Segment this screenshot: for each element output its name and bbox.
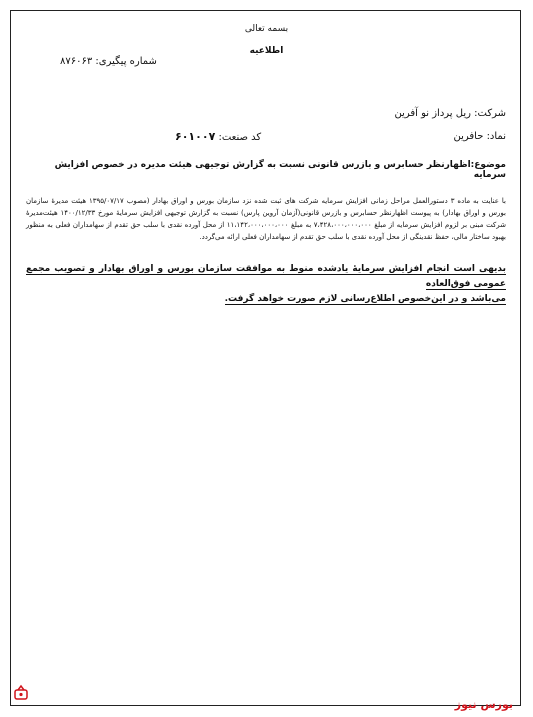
highlight-line-1: بدیهی است انجام افزایش سرمایهٔ یادشده منوط به موافقت سازمان بورس و اوراق بهادار و تصویب مجمع عمومی فوق‌العاده: [26, 264, 506, 289]
bismillah-heading: بسمه تعالی: [244, 24, 289, 34]
body-paragraph: با عنایت به ماده ۳ دستورالعمل مراحل زمانی افزایش سرمایه شرکت های ثبت شده نزد سازمان بورس و اوراق بهادار (مصوب ۱۳۹۵/۰۷/۱۷ هیئت مدیرهٔ سازمان بورس و اوراق بهادار) به پیوست اظهارنظر حسابرس و بازرس قانونی(آزمان آروین پارس) نسبت به گزارش توجیهی افزایش سرمایهٔ مورخ ۱۴۰۰/۱۲/۳۳ هیئت‌مدیرهٔ شرکت مبنی بر لزوم افزایش سرمایه از مبلغ ۷،۴۲۸،۰۰۰،۰۰۰،۰۰۰ به مبلغ ۱۱،۱۴۲،۰۰۰،۰۰۰،۰۰۰ از محل آورده نقدی با سلب حق تقدم از سهامداران فعلی به منظور بهبود ساختار مالی، حفظ نقدینگی از محل آورده نقدی با سلب حق تقدم از سهامداران فعلی ارائه می‌گردد.: [26, 197, 506, 241]
brand-watermark: بورس نیوز: [454, 698, 513, 711]
bourse-news-logo-icon: [12, 684, 30, 702]
symbol-label: نماد:: [486, 131, 506, 142]
industry-code: ۶۰۱۰۰۷: [175, 130, 216, 143]
tracking-label: شماره پیگیری:: [95, 56, 157, 67]
company-row: [394, 108, 506, 119]
symbol-row: [453, 131, 506, 142]
company-label: شرکت:: [474, 108, 506, 119]
industry-label: کد صنعت:: [218, 132, 262, 143]
company-name: ریل پرداز نو آفرین: [394, 108, 471, 119]
notice-title: اطلاعیه: [249, 46, 284, 56]
highlight-paragraph: [26, 262, 506, 307]
tracking-value: ۸۷۶۰۶۳: [60, 56, 93, 67]
symbol-value: حافرین: [453, 131, 484, 142]
highlight-line-2: می‌باشد و در این‌خصوص اطلاع‌رسانی لازم صورت خواهد گرفت.: [224, 294, 506, 304]
tracking-number: [60, 56, 157, 67]
industry-code-row: [175, 130, 261, 143]
subject-line: موضوع:اظهارنظر حسابرس و بازرس قانونی نسبت به گزارش توجیهی هیئت مدیره در خصوص افزایش سرمایه: [54, 160, 506, 180]
